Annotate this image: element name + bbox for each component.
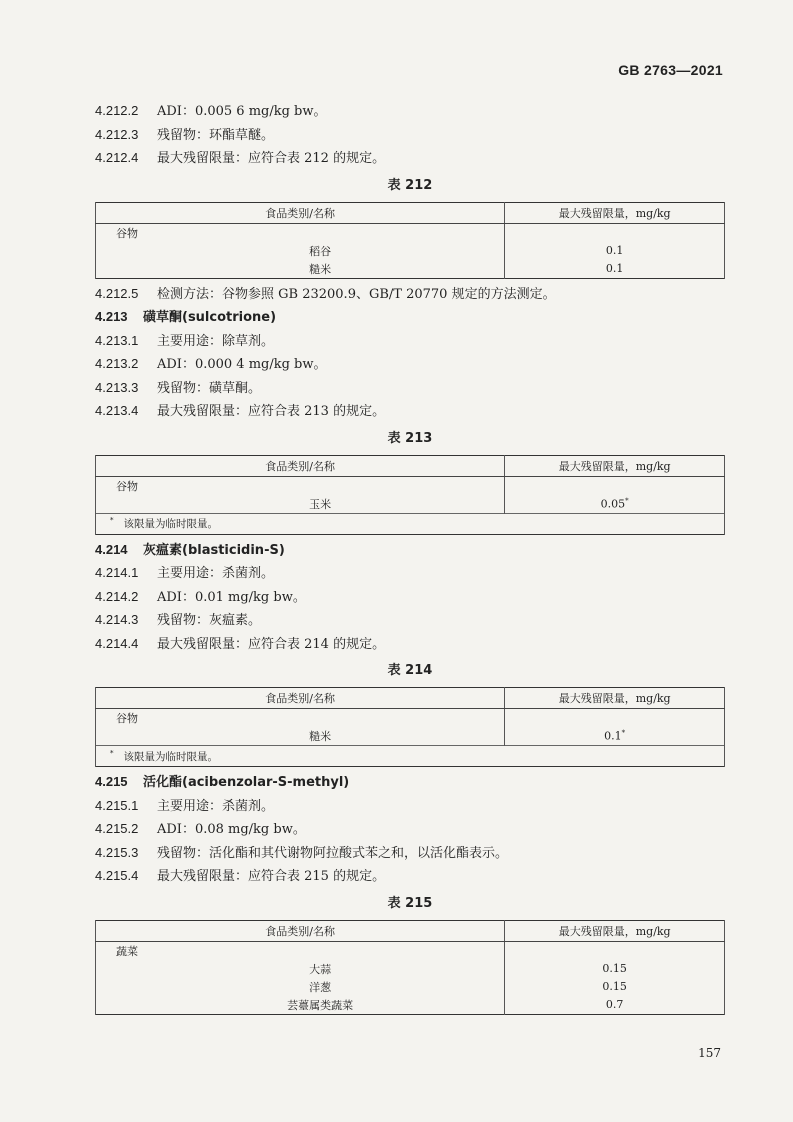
paragraph: 4.215.1 主要用途：杀菌剂。 <box>95 797 275 814</box>
table-row: 洋葱 0.15 <box>96 978 725 996</box>
table-row: 糙米 0.1* <box>96 727 725 746</box>
standard-code: GB 2763—2021 <box>618 62 723 78</box>
column-header-food: 食品类别/名称 <box>96 920 505 941</box>
category-cell: 谷物 <box>96 709 505 728</box>
page-number: 157 <box>698 1046 721 1060</box>
footnote-marker: * <box>625 496 629 505</box>
category-cell: 谷物 <box>96 223 505 242</box>
table-title: 表 212 <box>387 177 433 193</box>
table-title: 表 213 <box>387 430 433 446</box>
residue-limit-table-212 <box>95 202 725 279</box>
paragraph: 4.212.2 ADI：0.005 6 mg/kg bw。 <box>95 103 327 119</box>
section-heading: 4.215 活化酯(acibenzolar-S-methyl) <box>95 774 350 790</box>
paragraph: 4.215.3 残留物：活化酯和其代谢物阿拉酸式苯之和，以活化酯表示。 <box>95 844 509 861</box>
paragraph: 4.214.4 最大残留限量：应符合表 214 的规定。 <box>95 635 386 652</box>
residue-limit-table-214 <box>95 687 725 767</box>
column-header-food: 食品类别/名称 <box>96 455 505 476</box>
footnote-marker: * <box>621 729 626 738</box>
column-header-limit: 最大残留限量，mg/kg <box>505 688 725 709</box>
column-header-limit: 最大残留限量，mg/kg <box>505 202 725 223</box>
paragraph: 4.214.1 主要用途：杀菌剂。 <box>95 565 275 581</box>
paragraph: 4.213.1 主要用途：除草剂。 <box>95 332 275 349</box>
table-row: 玉米 0.05* <box>96 495 725 514</box>
paragraph: 4.214.3 残留物：灰瘟素。 <box>95 612 262 628</box>
category-cell: 谷物 <box>96 476 505 495</box>
page-content <box>95 100 725 1019</box>
table-row: 芸薹属类蔬菜 0.7 <box>96 996 725 1015</box>
table-title: 表 214 <box>387 663 433 678</box>
residue-limit-table-213 <box>95 455 725 535</box>
table-footnote: * 该限量为临时限量。 <box>96 746 725 767</box>
table-row: 稻谷 0.1 <box>96 242 725 260</box>
table-row: 糙米 0.1 <box>96 260 725 279</box>
table-title: 表 215 <box>387 895 433 911</box>
column-header-limit: 最大残留限量，mg/kg <box>505 455 725 476</box>
residue-limit-table-215 <box>95 920 725 1015</box>
table-row: 大蒜 0.15 <box>96 960 725 978</box>
paragraph: 4.214.2 ADI：0.01 mg/kg bw。 <box>95 588 306 605</box>
paragraph: 4.215.2 ADI：0.08 mg/kg bw。 <box>95 821 306 837</box>
paragraph: 4.212.5 检测方法：谷物参照 GB 23200.9、GB/T 20770 规定的方法测定。 <box>95 285 556 302</box>
paragraph: 4.213.3 残留物：磺草酮。 <box>95 379 262 396</box>
paragraph: 4.213.2 ADI：0.000 4 mg/kg bw。 <box>95 356 327 372</box>
table-footnote: * 该限量为临时限量。 <box>96 513 725 534</box>
section-heading: 4.214 灰瘟素(blasticidin-S) <box>95 541 285 558</box>
paragraph: 4.215.4 最大残留限量：应符合表 215 的规定。 <box>95 868 386 884</box>
column-header-limit: 最大残留限量，mg/kg <box>505 920 725 941</box>
column-header-food: 食品类别/名称 <box>96 688 505 709</box>
category-cell: 蔬菜 <box>96 941 505 960</box>
section-heading: 4.213 磺草酮(sulcotrione) <box>95 309 277 325</box>
paragraph: 4.212.3 残留物：环酯草醚。 <box>95 126 275 143</box>
column-header-food: 食品类别/名称 <box>96 202 505 223</box>
paragraph: 4.213.4 最大残留限量：应符合表 213 的规定。 <box>95 403 386 419</box>
paragraph: 4.212.4 最大残留限量：应符合表 212 的规定。 <box>95 150 386 166</box>
